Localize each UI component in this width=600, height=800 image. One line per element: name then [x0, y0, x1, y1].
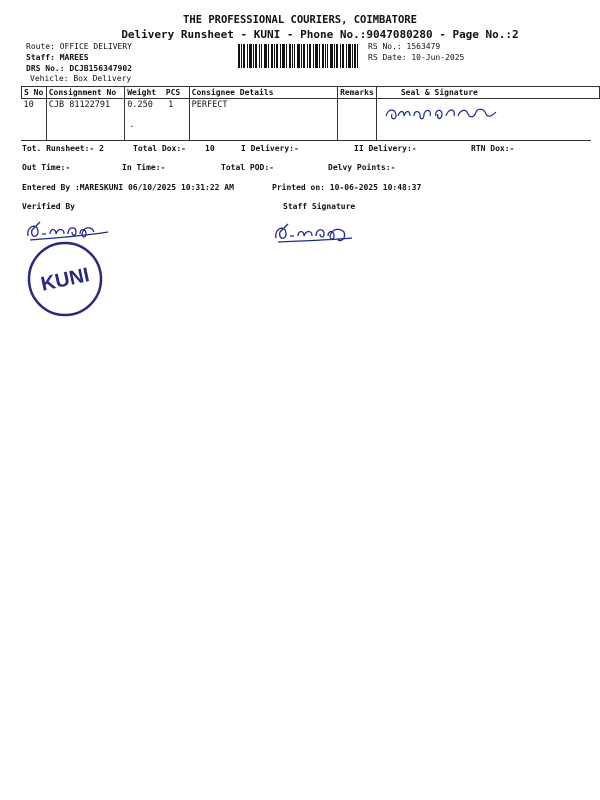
consignment-table: [21, 86, 600, 141]
col-consignment-no: Consignment No: [46, 87, 124, 99]
col-s-no: S No: [22, 87, 47, 99]
col-pcs: PCS: [165, 88, 181, 97]
staff-label: Staff: MAREES: [26, 53, 89, 62]
cell-consignee: PERFECT: [189, 99, 337, 142]
tot-runsheet: Tot. Runsheet:- 2: [22, 144, 104, 153]
total-dox-value: 10: [205, 144, 215, 153]
company-name: THE PROFESSIONAL COURIERS, COIMBATORE: [183, 14, 417, 26]
staff-signature-label: Staff Signature: [283, 202, 356, 211]
vehicle-label: Vehicle: Box Delivery: [30, 74, 132, 83]
stamp-text: KUNI: [39, 264, 92, 296]
out-time: Out Time:-: [22, 163, 71, 172]
cell-dot: .: [129, 120, 135, 130]
ii-delivery: II Delivery:-: [354, 144, 417, 153]
col-weight: Weight: [127, 88, 157, 97]
rs-number: RS No.: 1563479: [368, 42, 441, 51]
rtn-dox: RTN Dox:-: [471, 144, 515, 153]
staff-signature-image: [272, 220, 358, 246]
printed-on: Printed on: 10-06-2025 10:48:37: [272, 183, 422, 192]
rs-date: RS Date: 10-Jun-2025: [368, 53, 465, 62]
cell-s-no: 10: [22, 99, 47, 142]
i-delivery: I Delivery:-: [241, 144, 299, 153]
entered-by: Entered By :MARESKUNI 06/10/2025 10:31:22 AM: [22, 183, 234, 192]
cell-remarks: [338, 99, 377, 142]
recipient-signature-image: [384, 104, 504, 124]
route-label: Route: OFFICE DELIVERY: [26, 42, 132, 51]
total-dox-label: Total Dox:-: [133, 144, 186, 153]
barcode: [238, 44, 358, 68]
cell-weight: 0.250: [127, 100, 153, 110]
col-remarks: Remarks: [338, 87, 377, 99]
col-weight-pcs: [125, 87, 189, 99]
cell-consignment: CJB 81122791: [46, 99, 124, 142]
table-bottom-rule: [21, 140, 591, 141]
cell-weight-pcs: [125, 99, 189, 142]
table-row: [22, 99, 600, 142]
col-consignee: Consignee Details: [189, 87, 337, 99]
table-header-row: [22, 87, 600, 99]
kuni-stamp: [26, 240, 104, 318]
cell-pcs: 1: [168, 100, 174, 110]
verified-by-label: Verified By: [22, 202, 75, 211]
total-pod: Total POD:-: [221, 163, 274, 172]
drs-number: DRS No.: DCJB156347902: [26, 64, 132, 73]
delvy-points: Delvy Points:-: [328, 163, 396, 172]
runsheet-title: Delivery Runsheet - KUNI - Phone No.:9047080280 - Page No.:2: [121, 28, 519, 41]
in-time: In Time:-: [122, 163, 166, 172]
col-seal-signature: Seal & Signature: [376, 87, 599, 99]
